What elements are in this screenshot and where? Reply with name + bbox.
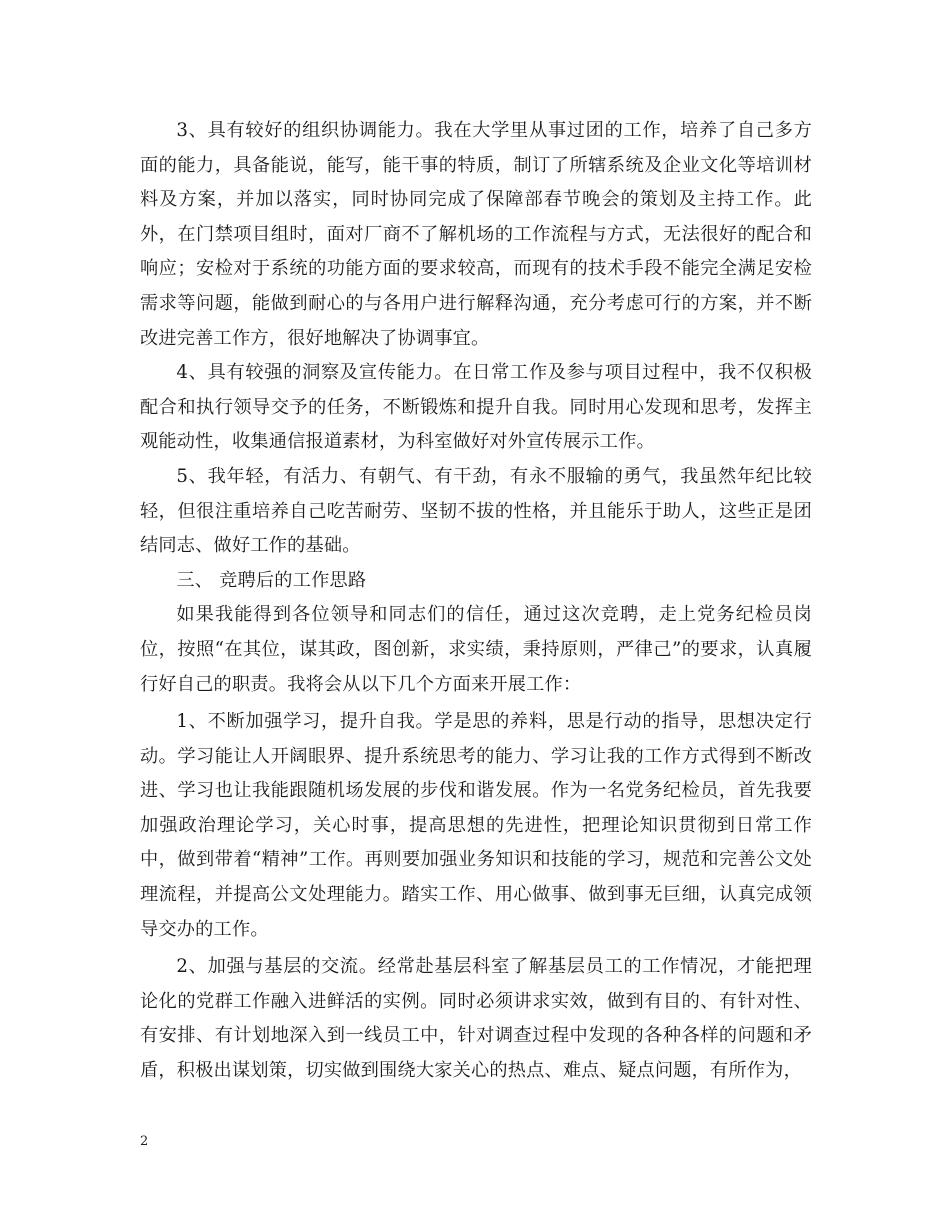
paragraph-grassroots-communication: 2、加强与基层的交流。经常赴基层科室了解基层员工的工作情况，才能把理论化的党群工作融入进鲜活的实例。同时必须讲求实效，做到有目的、有针对性、有安排、有计划地深入到一线员工中，针对调查过程中发现的各种各样的问题和矛盾，积极出谋划策，切实做到围绕大家关心的热点、难点、疑点问题，有所作为， (140, 956, 812, 1082)
paragraph-insight-ability: 4、具有较强的洞察及宣传能力。在日常工作及参与项目过程中，我不仅积极配合和执行领导交予的任务，不断锻炼和提升自我。同时用心发现和思考，发挥主观能动性，收集通信报道素材，为科室做好对外宣传展示工作。 (140, 362, 812, 453)
paragraph-organization-ability: 3、具有较好的组织协调能力。我在大学里从事过团的工作，培养了自己多方面的能力，具备能说，能写，能干事的特质，制订了所辖系统及企业文化等培训材料及方案，并加以落实，同时协同完成了保障部春节晚会的策划及主持工作。此外，在门禁项目组时，面对厂商不了解机场的工作流程与方式，无法很好的配合和响应；安检对于系统的功能方面的要求较高，而现有的技术手段不能完全满足安检需求等问题，能做到耐心的与各用户进行解释沟通，充分考虑可行的方案，并不断改进完善工作方，很好地解决了协调事宜。 (140, 120, 812, 349)
paragraph-continuous-learning: 1、不断加强学习，提升自我。学是思的养料，思是行动的指导，思想决定行动。学习能让人开阔眼界、提升系统思考的能力、学习让我的工作方式得到不断改进、学习也让我能跟随机场发展的步伐和谐发展。作为一名党务纪检员，首先我要加强政治理论学习，关心时事，提高思想的先进性，把理论知识贯彻到日常工作中，做到带着“精神”工作。再则要加强业务知识和技能的学习，规范和完善公文处理流程，并提高公文处理能力。踏实工作、用心做事、做到事无巨细，认真完成领导交办的工作。 (140, 711, 812, 940)
section-heading-work-plan: 三、 竞聘后的工作思路 (176, 569, 367, 591)
page-number: 2 (140, 1134, 149, 1149)
paragraph-youth-energy: 5、我年轻，有活力、有朝气、有干劲，有永不服输的勇气，我虽然年纪比较轻，但很注重培养自己吃苦耐劳、坚韧不拔的性格，并且能乐于助人，这些正是团结同志、做好工作的基础。 (140, 465, 812, 557)
document-body (140, 114, 812, 1089)
paragraph-intro-plan: 如果我能得到各位领导和同志们的信任，通过这次竞聘，走上党务纪检员岗位，按照“在其位，谋其政，图创新，求实绩，秉持原则，严律己”的要求，认真履行好自己的职责。我将会从以下几个方面来开展工作： (140, 604, 812, 695)
